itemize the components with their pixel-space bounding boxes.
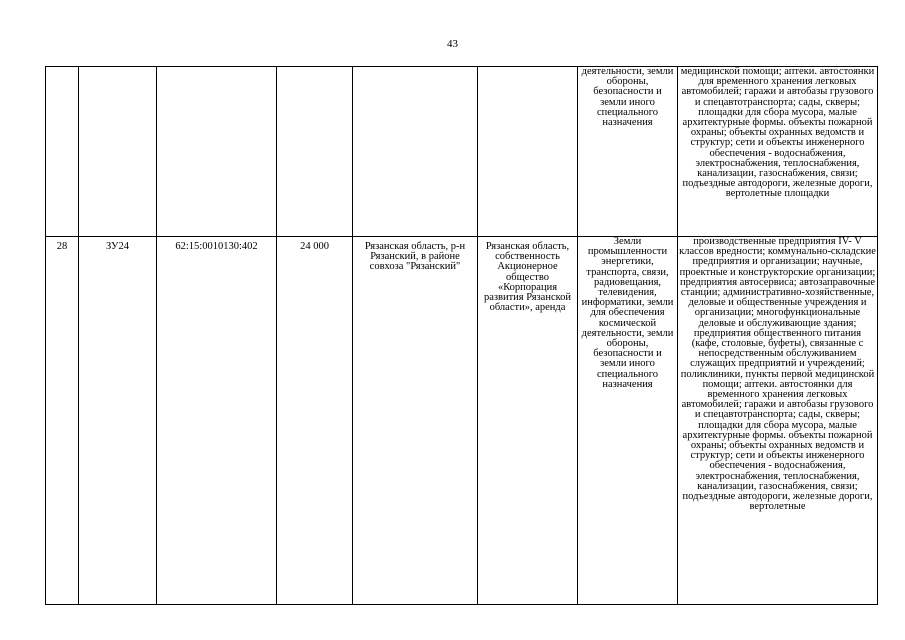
cell-row-number: 28 xyxy=(46,237,79,605)
cell-plot-prev xyxy=(79,67,157,237)
cell-address-prev xyxy=(353,67,478,237)
cell-cadastral-prev xyxy=(157,67,277,237)
cell-allowed-objects: производственные предприятия IV- V классов вредности; коммунально-складские предприятия и организации; научные, проектные и конструкторские организации; предприятия автосервиса; автозаправочные станции; административно-хозяйственные, деловые и общественные учреждения и организации; многофункциональные деловые и обслуживающие здания; предприятия общественного питания (кафе, столовые, буфеты), связанные с непосредственным обслуживанием служащих предприятий и учреждений; поликлиники, пункты первой медицинской помощи; аптеки. автостоянки для временного хранения легковых автомобилей; гаражи и автобазы грузового и спецавтотранспорта; сады, скверы; площадки для сбора мусора, малые архитектурные формы. объекты пожарной охраны; объекты охранных ведомств и структур; сети и объекты инженерного обеспечения - водоснабжения, электроснабжения, теплоснабжения, канализации, газоснабжения, связи; подъездные автодороги, железные дороги, вертолетные xyxy=(678,237,878,605)
cell-address: Рязанская область, р-н Рязанский, в районе совхоза "Рязанский" xyxy=(353,237,478,605)
cell-permitted-use: Земли промышленности энергетики, транспорта, связи, радиовещания, телевидения, информатики, земли для обеспечения космической деятельности, земли обороны, безопасности и земли иного специального назначения xyxy=(578,237,678,605)
cell-allowed-objects-prev: медицинской помощи; аптеки. автостоянки для временного хранения легковых автомобилей; гаражи и автобазы грузового и спецавтотранспорта; сады, скверы; площадки для сбора мусора, малые архитектурные формы. объекты пожарной охраны; объекты охранных ведомств и структур; сети и объекты инженерного обеспечения - водоснабжения, электроснабжения, теплоснабжения, канализации, газоснабжения, связи; подъездные автодороги, железные дороги, вертолетные площадки xyxy=(678,67,878,237)
cell-owner-prev xyxy=(478,67,578,237)
cell-permitted-use-prev: деятельности, земли обороны, безопасности и земли иного специального назначения xyxy=(578,67,678,237)
cell-num-prev xyxy=(46,67,79,237)
land-plots-table xyxy=(45,66,878,605)
cell-area: 24 000 xyxy=(277,237,353,605)
table-row-28 xyxy=(46,237,878,605)
page-number: 43 xyxy=(447,38,458,50)
cell-cadastral-number: 62:15:0010130:402 xyxy=(157,237,277,605)
cell-owner: Рязанская область, собственность Акционерное общество «Корпорация развития Рязанской области», аренда xyxy=(478,237,578,605)
table-row-continuation xyxy=(46,67,878,237)
cell-plot-id: ЗУ24 xyxy=(79,237,157,605)
cell-area-prev xyxy=(277,67,353,237)
